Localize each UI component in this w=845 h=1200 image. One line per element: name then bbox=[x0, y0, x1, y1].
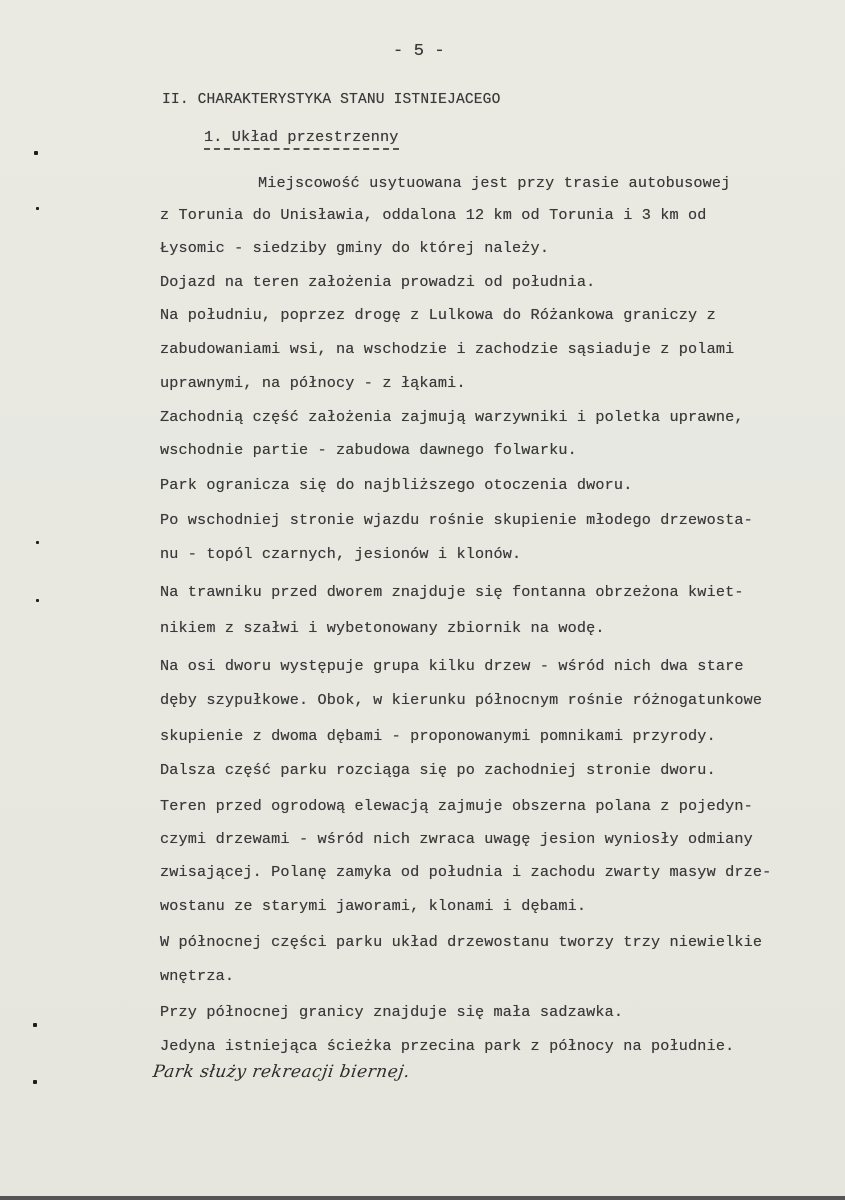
body-line: skupienie z dwoma dębami - proponowanymi pomnikami przyrody. bbox=[160, 727, 716, 745]
body-line: Na trawniku przed dworem znajduje się fontanna obrzeżona kwiet- bbox=[160, 583, 744, 601]
body-line: W północnej części parku układ drzewostanu tworzy trzy niewielkie bbox=[160, 933, 763, 951]
body-line: Jedyna istniejąca ścieżka przecina park z północy na południe. bbox=[160, 1037, 735, 1055]
body-line: Dalsza część parku rozciąga się po zachodniej stronie dworu. bbox=[160, 761, 716, 779]
margin-mark bbox=[36, 541, 39, 544]
body-line: zabudowaniami wsi, na wschodzie i zachodzie sąsiaduje z polami bbox=[160, 340, 735, 358]
body-line: wschodnie partie - zabudowa dawnego folwarku. bbox=[160, 441, 577, 459]
body-line: wostanu ze starymi jaworami, klonami i dębami. bbox=[160, 897, 587, 915]
body-line: dęby szypułkowe. Obok, w kierunku północnym rośnie różnogatunkowe bbox=[160, 691, 763, 709]
margin-mark bbox=[36, 207, 39, 210]
body-line: Po wschodniej stronie wjazdu rośnie skupienie młodego drzewosta- bbox=[160, 511, 753, 529]
body-line: nu - topól czarnych, jesionów i klonów. bbox=[160, 545, 522, 563]
body-line: z Torunia do Unisławia, oddalona 12 km od Torunia i 3 km od bbox=[160, 206, 707, 224]
scan-bottom-edge bbox=[0, 1196, 845, 1200]
section-heading: II. CHARAKTERYSTYKA STANU ISTNIEJACEGO bbox=[162, 92, 501, 108]
page-number: - 5 - bbox=[393, 42, 445, 61]
body-line: Łysomic - siedziby gminy do której należy. bbox=[160, 239, 550, 257]
handwritten-note: Park służy rekreacji biernej. bbox=[151, 1062, 412, 1082]
body-line: Przy północnej granicy znajduje się mała sadzawka. bbox=[160, 1003, 624, 1021]
margin-mark bbox=[36, 599, 39, 602]
margin-mark bbox=[34, 151, 38, 155]
body-line: Zachodnią część założenia zajmują warzywniki i poletka uprawne, bbox=[160, 408, 744, 426]
body-line: Miejscowość usytuowana jest przy trasie autobusowej bbox=[258, 174, 731, 192]
subheading: 1. Układ przestrzenny bbox=[204, 127, 399, 150]
body-line: Na osi dworu występuje grupa kilku drzew - wśród nich dwa stare bbox=[160, 657, 744, 675]
body-line: czymi drzewami - wśród nich zwraca uwagę jesion wyniosły odmiany bbox=[160, 830, 753, 848]
body-line: Teren przed ogrodową elewacją zajmuje obszerna polana z pojedyn- bbox=[160, 797, 753, 815]
body-line: Na południu, poprzez drogę z Lulkowa do Różankowa graniczy z bbox=[160, 306, 716, 324]
body-line: Dojazd na teren założenia prowadzi od południa. bbox=[160, 273, 596, 291]
body-line: wnętrza. bbox=[160, 967, 235, 985]
margin-mark bbox=[33, 1023, 37, 1027]
body-line: nikiem z szałwi i wybetonowany zbiornik na wodę. bbox=[160, 619, 605, 637]
body-line: uprawnymi, na północy - z łąkami. bbox=[160, 374, 466, 392]
body-line: zwisającej. Polanę zamyka od południa i zachodu zwarty masyw drze- bbox=[160, 863, 772, 881]
body-line: Park ogranicza się do najbliższego otoczenia dworu. bbox=[160, 476, 633, 494]
margin-mark bbox=[33, 1080, 37, 1084]
